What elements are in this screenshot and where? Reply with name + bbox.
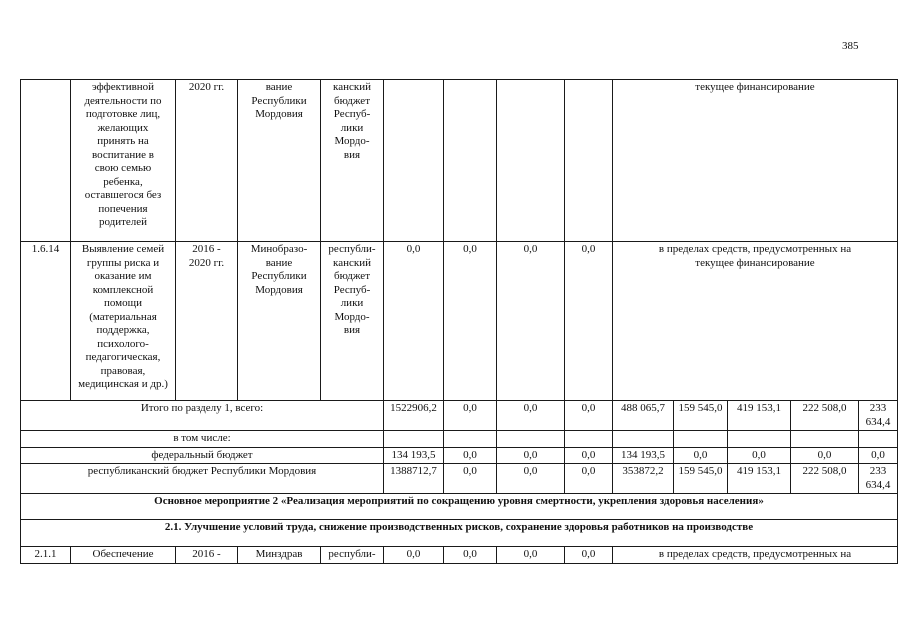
cell-value [565, 80, 613, 242]
cell-value [384, 80, 444, 242]
cell-total: 1522906,2 [384, 401, 444, 431]
cell-value: 0,0 [497, 401, 565, 431]
cell-year-2016: 134 193,5 [613, 447, 674, 464]
cell-year-2017: 159 545,0 [674, 464, 728, 494]
cell-code: 1.6.14 [21, 242, 71, 401]
section-heading-main-2: Основное мероприятие 2 «Реализация мероприятий по сокращению уровня смертности, укрепления здоровья населения» [21, 494, 898, 520]
cell-value: 0,0 [565, 447, 613, 464]
cell-executor: Минздрав [238, 547, 321, 564]
cell-year-2020: 233 634,4 [859, 464, 898, 494]
cell-empty [728, 431, 791, 448]
cell-value: 0,0 [565, 242, 613, 401]
cell-republic-label: республиканский бюджет Республики Мордовия [21, 464, 384, 494]
section-heading-2-1: 2.1. Улучшение условий труда, снижение производственных рисков, сохранение здоровья работников на производстве [21, 520, 898, 547]
cell-value: 0,0 [444, 401, 497, 431]
cell-value: 0,0 [565, 401, 613, 431]
cell-financing-note: в пределах средств, предусмотренных на [613, 547, 898, 564]
cell-value: 0,0 [444, 464, 497, 494]
cell-name: Выявление семей группы риска и оказание им комплексной помощи (материальная поддержка, психолого- педагогическая, правовая, медицинская и др.) [71, 242, 176, 401]
cell-period: 2016 - [176, 547, 238, 564]
cell-year-2018: 419 153,1 [728, 401, 791, 431]
cell-empty [444, 431, 497, 448]
cell-value: 0,0 [444, 547, 497, 564]
table-row-republic [21, 464, 898, 494]
cell-empty [497, 431, 565, 448]
cell-executor: вание Республики Мордовия [238, 80, 321, 242]
table-row-continuation [21, 80, 898, 242]
cell-year-2018: 0,0 [728, 447, 791, 464]
cell-year-2016: 353872,2 [613, 464, 674, 494]
cell-year-2017: 0,0 [674, 447, 728, 464]
cell-year-2016: 488 065,7 [613, 401, 674, 431]
cell-value [444, 80, 497, 242]
cell-period: 2020 гг. [176, 80, 238, 242]
cell-empty [565, 431, 613, 448]
table-row-2-1-1 [21, 547, 898, 564]
cell-value: 0,0 [565, 464, 613, 494]
cell-total-label: Итого по разделу 1, всего: [21, 401, 384, 431]
cell-year-2020: 233 634,4 [859, 401, 898, 431]
cell-code [21, 80, 71, 242]
cell-year-2020: 0,0 [859, 447, 898, 464]
table-row-heading-main2 [21, 494, 898, 520]
cell-value: 0,0 [444, 242, 497, 401]
cell-year-2019: 222 508,0 [791, 464, 859, 494]
cell-empty [674, 431, 728, 448]
cell-code: 2.1.1 [21, 547, 71, 564]
cell-federal-label: федеральный бюджет [21, 447, 384, 464]
cell-period: 2016 - 2020 гг. [176, 242, 238, 401]
cell-year-2019: 222 508,0 [791, 401, 859, 431]
page-number: 385 [842, 40, 859, 52]
table-row-including [21, 431, 898, 448]
cell-name: Обеспечение [71, 547, 176, 564]
table-row-federal [21, 447, 898, 464]
cell-empty [791, 431, 859, 448]
cell-value: 0,0 [384, 242, 444, 401]
program-table [20, 79, 898, 564]
table-row-1-6-14 [21, 242, 898, 401]
cell-value: 0,0 [565, 547, 613, 564]
cell-source: республи- канский бюджет Респуб- лики Мордо- вия [321, 242, 384, 401]
cell-name: эффективной деятельности по подготовке лиц, желающих принять на воспитание в свою семью ребенка, оставшегося без попечения родителей [71, 80, 176, 242]
cell-including-label: в том числе: [21, 431, 384, 448]
cell-value: 0,0 [497, 447, 565, 464]
cell-total: 134 193,5 [384, 447, 444, 464]
cell-total: 1388712,7 [384, 464, 444, 494]
cell-source: республи- [321, 547, 384, 564]
cell-value: 0,0 [497, 242, 565, 401]
cell-value: 0,0 [497, 464, 565, 494]
table-row-total [21, 401, 898, 431]
cell-empty [384, 431, 444, 448]
cell-value: 0,0 [384, 547, 444, 564]
cell-source: канский бюджет Респуб- лики Мордо- вия [321, 80, 384, 242]
table-row-heading-2-1 [21, 520, 898, 547]
cell-year-2019: 0,0 [791, 447, 859, 464]
cell-value: 0,0 [497, 547, 565, 564]
cell-value: 0,0 [444, 447, 497, 464]
cell-empty [859, 431, 898, 448]
cell-executor: Минобразо- вание Республики Мордовия [238, 242, 321, 401]
cell-value [497, 80, 565, 242]
cell-empty [613, 431, 674, 448]
cell-year-2018: 419 153,1 [728, 464, 791, 494]
cell-financing-note: текущее финансирование [613, 80, 898, 242]
cell-year-2017: 159 545,0 [674, 401, 728, 431]
cell-financing-note: в пределах средств, предусмотренных на текущее финансирование [613, 242, 898, 401]
